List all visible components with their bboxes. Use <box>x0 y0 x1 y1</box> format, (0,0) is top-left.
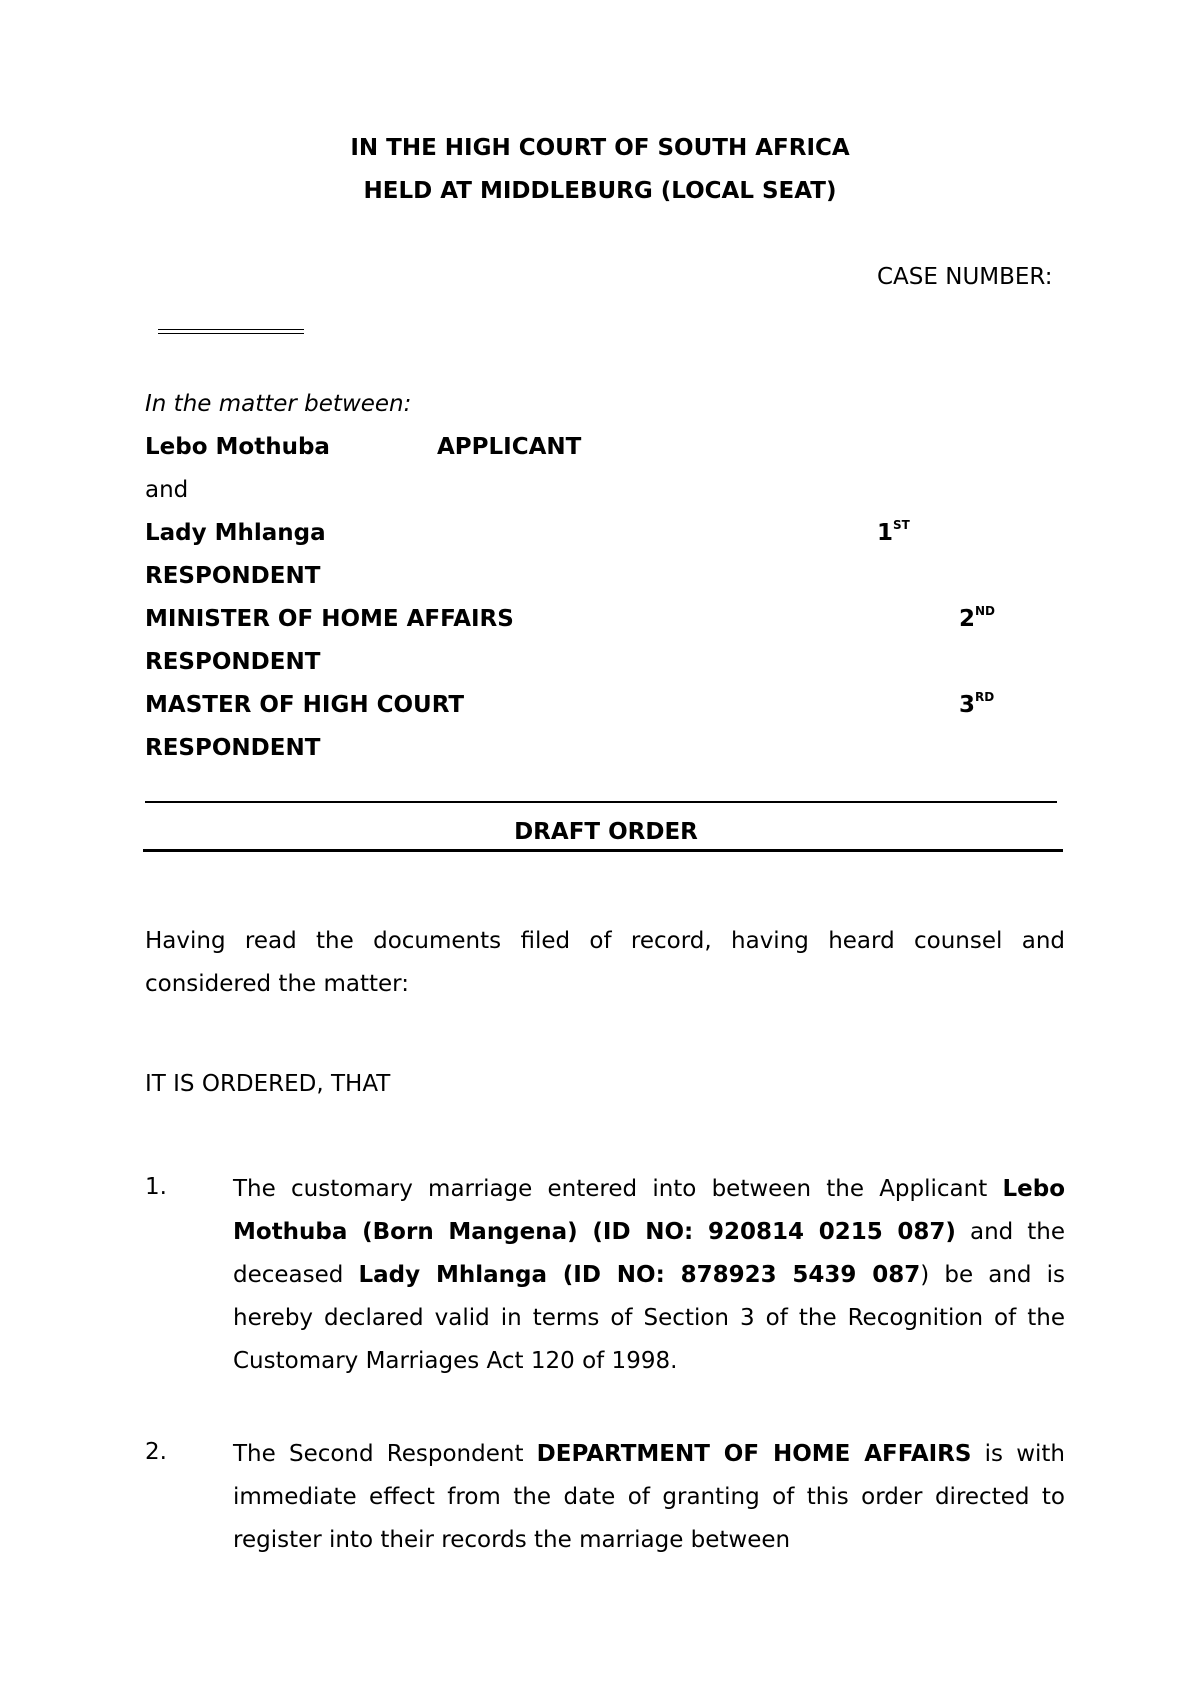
ordinal-suffix: ST <box>893 518 910 532</box>
applicant-role: APPLICANT <box>437 434 582 460</box>
order-1-number: 1. <box>145 1174 167 1200</box>
order-1-text: The customary marriage entered into between the Applicant Lebo Mothuba (Born Mangena) (ID NO: 920814 0215 087) and the deceased Lady Mhlanga (ID NO: 878923 5439 087) be and is hereby declared valid in terms of Section 3 of the Recognition of the Customary Marriages Act 120 of 1998. <box>233 1176 1066 1374</box>
title-top-rule <box>145 801 1057 803</box>
respondent-2-name: MINISTER OF HOME AFFAIRS <box>145 606 514 632</box>
matter-intro: In the matter between: <box>145 391 412 417</box>
applicant-name: Lebo Mothuba <box>145 434 330 460</box>
and-text: and <box>145 477 189 503</box>
title-bottom-rule <box>143 849 1063 852</box>
court-name: IN THE HIGH COURT OF SOUTH AFRICA <box>350 135 850 161</box>
document-title: DRAFT ORDER <box>514 819 698 845</box>
respondent-1-name: Lady Mhlanga <box>145 520 326 546</box>
court-seat: HELD AT MIDDLEBURG (LOCAL SEAT) <box>363 178 837 204</box>
case-number-blank <box>158 329 304 334</box>
respondent-3-name: MASTER OF HIGH COURT <box>145 692 465 718</box>
case-number-label: CASE NUMBER: <box>877 264 1053 290</box>
ordinal-suffix: ND <box>975 604 996 618</box>
respondent-1-role: RESPONDENT <box>145 563 321 589</box>
ordered-heading: IT IS ORDERED, THAT <box>145 1071 391 1097</box>
respondent-3-ordinal: 3RD <box>959 690 995 718</box>
respondent-3-role: RESPONDENT <box>145 735 321 761</box>
respondent-1-ordinal: 1ST <box>877 518 910 546</box>
respondent-2-ordinal: 2ND <box>959 604 996 632</box>
respondent-2-role: RESPONDENT <box>145 649 321 675</box>
preamble: Having read the documents filed of record, having heard counsel and considered the matter: <box>145 928 1065 997</box>
order-2-number: 2. <box>145 1439 167 1465</box>
order-2-text: The Second Respondent DEPARTMENT OF HOME AFFAIRS is with immediate effect from the date of granting of this order directed to register into their records the marriage between <box>233 1441 1066 1553</box>
ordinal-suffix: RD <box>975 690 995 704</box>
